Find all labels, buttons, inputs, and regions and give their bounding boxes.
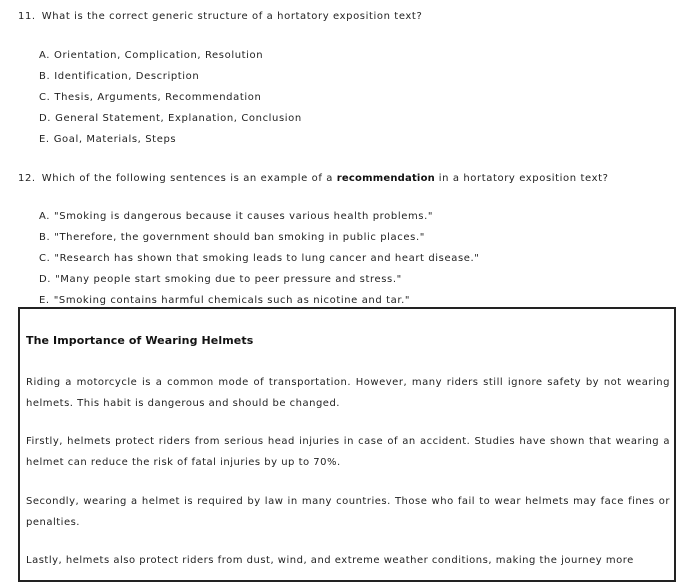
passage-paragraph-4: Lastly, helmets also protect riders from dust, wind, and extreme weather conditions, making the journey more: [26, 555, 634, 566]
option-12-d[interactable]: [39, 274, 402, 285]
option-12-b[interactable]: [39, 232, 425, 243]
passage-paragraph-2: Firstly, helmets protect riders from serious head injuries in case of an accident. Studies have shown that wearing a helmet can reduce the risk of fatal injuries by up to 70%.: [26, 436, 670, 468]
question-number: 11.: [18, 11, 36, 22]
option-letter: C.: [39, 92, 51, 103]
option-letter: B.: [39, 232, 51, 243]
question-text-emphasis: recommendation: [336, 173, 435, 184]
question-text: What is the correct generic structure of a hortatory exposition text?: [41, 11, 423, 22]
option-letter: B.: [39, 71, 51, 82]
passage-paragraph-1: Riding a motorcycle is a common mode of transportation. However, many riders still ignore safety by not wearing helmets. This habit is dangerous and should be changed.: [26, 377, 670, 409]
option-letter: A.: [39, 211, 51, 222]
option-text: "Many people start smoking due to peer pressure and stress.": [55, 274, 402, 285]
option-11-a[interactable]: [39, 50, 263, 61]
option-12-e[interactable]: [39, 295, 410, 306]
option-letter: C.: [39, 253, 51, 264]
passage-paragraph-3: Secondly, wearing a helmet is required by law in many countries. Those who fail to wear helmets may face fines or penalties.: [26, 496, 670, 528]
question-11: [18, 11, 422, 22]
option-letter: D.: [39, 113, 52, 124]
option-text: "Research has shown that smoking leads to lung cancer and heart disease.": [54, 253, 480, 264]
option-text: General Statement, Explanation, Conclusion: [55, 113, 302, 124]
passage-title: The Importance of Wearing Helmets: [26, 334, 254, 347]
option-11-b[interactable]: [39, 71, 199, 82]
option-12-c[interactable]: [39, 253, 480, 264]
question-12: [18, 173, 609, 184]
option-text: Thesis, Arguments, Recommendation: [54, 92, 262, 103]
option-11-e[interactable]: [39, 134, 176, 145]
option-text: "Therefore, the government should ban smoking in public places.": [54, 232, 425, 243]
option-letter: E.: [39, 295, 50, 306]
option-text: Goal, Materials, Steps: [53, 134, 177, 145]
option-11-c[interactable]: [39, 92, 261, 103]
option-letter: A.: [39, 50, 51, 61]
option-letter: D.: [39, 274, 52, 285]
option-text: "Smoking contains harmful chemicals such as nicotine and tar.": [53, 295, 411, 306]
option-11-d[interactable]: [39, 113, 302, 124]
question-text-after: in a hortatory exposition text?: [438, 173, 609, 184]
option-letter: E.: [39, 134, 50, 145]
passage-box: [18, 307, 676, 582]
option-12-a[interactable]: [39, 211, 433, 222]
option-text: Orientation, Complication, Resolution: [54, 50, 264, 61]
option-text: "Smoking is dangerous because it causes various health problems.": [54, 211, 434, 222]
option-text: Identification, Description: [54, 71, 200, 82]
question-number: 12.: [18, 173, 36, 184]
question-text-before: Which of the following sentences is an example of a: [41, 173, 334, 184]
